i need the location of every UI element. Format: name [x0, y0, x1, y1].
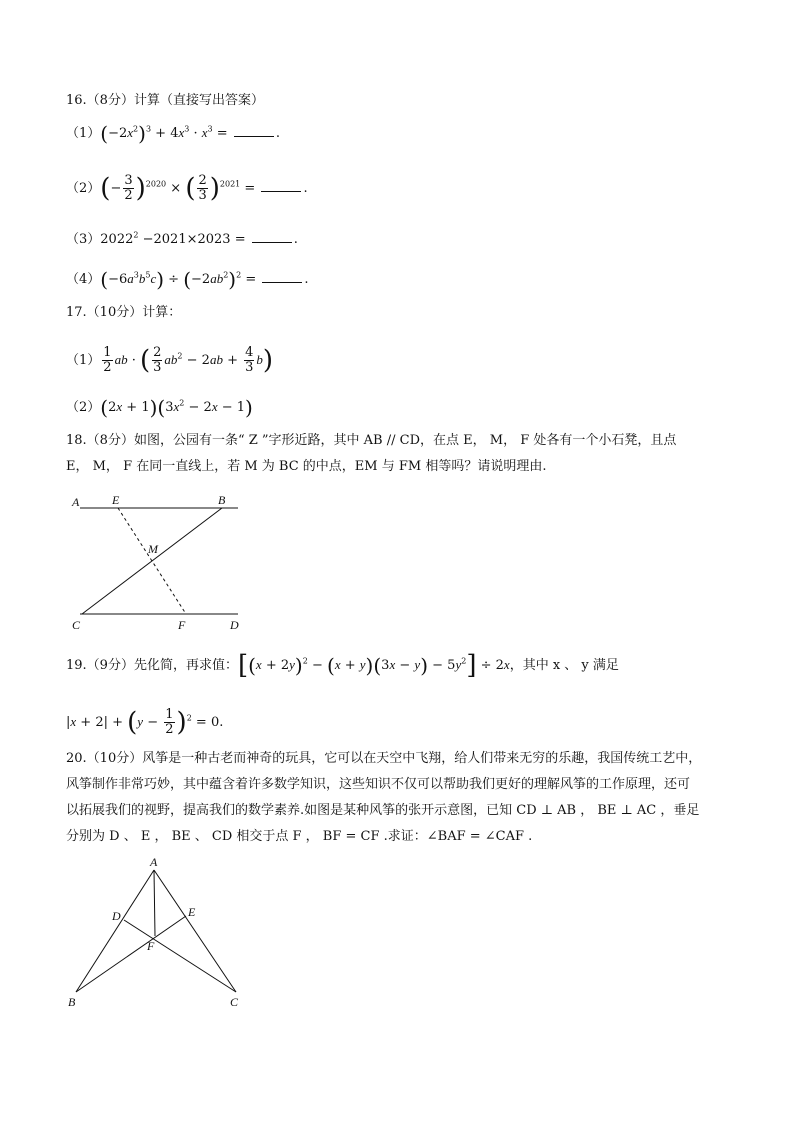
q16-part4: $(4)(-6a^3b^5c) \div (-2ab^2)^2$ = .: [66, 267, 309, 292]
q16-p3-label: （3）: [66, 232, 101, 247]
fraction: $\frac{3}{2}$: [124, 173, 133, 203]
z-path-diagram: [60, 490, 260, 640]
q16-part1: $(1)(-2x^2)^3 + 4x^3 \cdot x^3$ = .: [66, 121, 280, 146]
q17-p2-label: （2）: [66, 400, 101, 415]
q16-p2-label: （2）: [66, 181, 101, 196]
line-ab: [76, 870, 154, 992]
q17-part2: $(2)(2x + 1)(3x^2 - 2x - 1)$: [66, 395, 253, 420]
q16-part3: （3）2022$^2$ −2021×2023 = .: [66, 230, 298, 247]
q16-heading: 16.（8分）计算（直接写出答案）: [66, 93, 264, 108]
q20-line4: 分别为 D 、 E ， BE 、 CD 相交于点 F ， BF = CF .求证：∠BAF = ∠CAF .: [66, 829, 533, 844]
line-ef: [118, 508, 186, 614]
q19-condition: |x + 2| + (y − $\frac{1}{2}$ )$^2$ = 0.: [66, 707, 224, 738]
q16-part2: （2）(− $\frac{3}{2}$ )$^{2020}$ × ( $\frac{2}{3}$ )$^{2021}$ = .: [66, 173, 308, 204]
label-c: C: [72, 618, 81, 632]
label-m: M: [148, 542, 158, 556]
q20-line1: 20.（10分）风筝是一种古老而神奇的玩具，它可以在天空中飞翔，给人们带来无穷的乐趣，我国传统工艺中，: [66, 751, 702, 766]
line-ac: [154, 870, 236, 992]
label-f: F: [178, 618, 186, 632]
label-e: E: [112, 493, 120, 507]
q18-line2: E， M， F 在同一直线上，若 M 为 BC 的中点，EM 与 FM 相等吗？请说明理由.: [66, 459, 547, 474]
q16-p4-label: （4）: [66, 272, 101, 287]
label-b: B: [218, 493, 226, 507]
label-f: F: [147, 939, 155, 953]
q17-part1: （1） $\frac{1}{2}$ ab · ( $\frac{2}{3}$ $ab^2 - 2ab$ + $\frac{4}{3}$ b): [66, 345, 274, 376]
answer-blank[interactable]: [252, 230, 292, 243]
label-a: A: [72, 495, 80, 509]
q19-statement: 19.（9分）先化简，再求值：$[(x + 2y)^2 - (x + y)(3x - y) - 5y^2] \div 2x$，其中 x 、 y 满足: [66, 650, 619, 681]
line-cd: [124, 920, 236, 992]
fraction: $\frac{1}{2}$: [103, 345, 112, 375]
answer-blank[interactable]: [262, 270, 302, 283]
q20-line2: 风筝制作非常巧妙，其中蕴含着许多数学知识，这些知识不仅可以帮助我们更好的理解风筝的工作原理，还可: [66, 777, 691, 792]
line-af: [154, 870, 155, 936]
fraction: $\frac{1}{2}$: [165, 707, 174, 737]
answer-blank[interactable]: [234, 124, 274, 137]
q16-p1-label: （1）: [66, 126, 101, 141]
label-a: A: [150, 855, 158, 869]
label-d: D: [230, 618, 239, 632]
kite-diagram: [60, 850, 260, 1010]
label-e: E: [188, 905, 196, 919]
label-c: C: [230, 995, 239, 1009]
label-d: D: [112, 909, 121, 923]
label-b: B: [68, 995, 76, 1009]
q17-p1-label: （1）: [66, 353, 101, 368]
q17-heading: 17.（10分）计算：: [66, 305, 182, 320]
q18-line1: 18.（8分）如图，公园有一条“ Z ”字形近路，其中 AB // CD，在点 E， M， F 处各有一个小石凳，且点: [66, 433, 677, 448]
line-be: [76, 916, 186, 992]
fraction: $\frac{2}{3}$: [198, 173, 207, 203]
answer-blank[interactable]: [261, 179, 301, 192]
q20-line3: 以拓展我们的视野，提高我们的数学素养.如图是某种风筝的张开示意图，已知 CD ⊥ AB ， BE ⊥ AC ，垂足: [66, 803, 700, 818]
fraction: $\frac{4}{3}$: [245, 345, 254, 375]
fraction: $\frac{2}{3}$: [153, 345, 162, 375]
